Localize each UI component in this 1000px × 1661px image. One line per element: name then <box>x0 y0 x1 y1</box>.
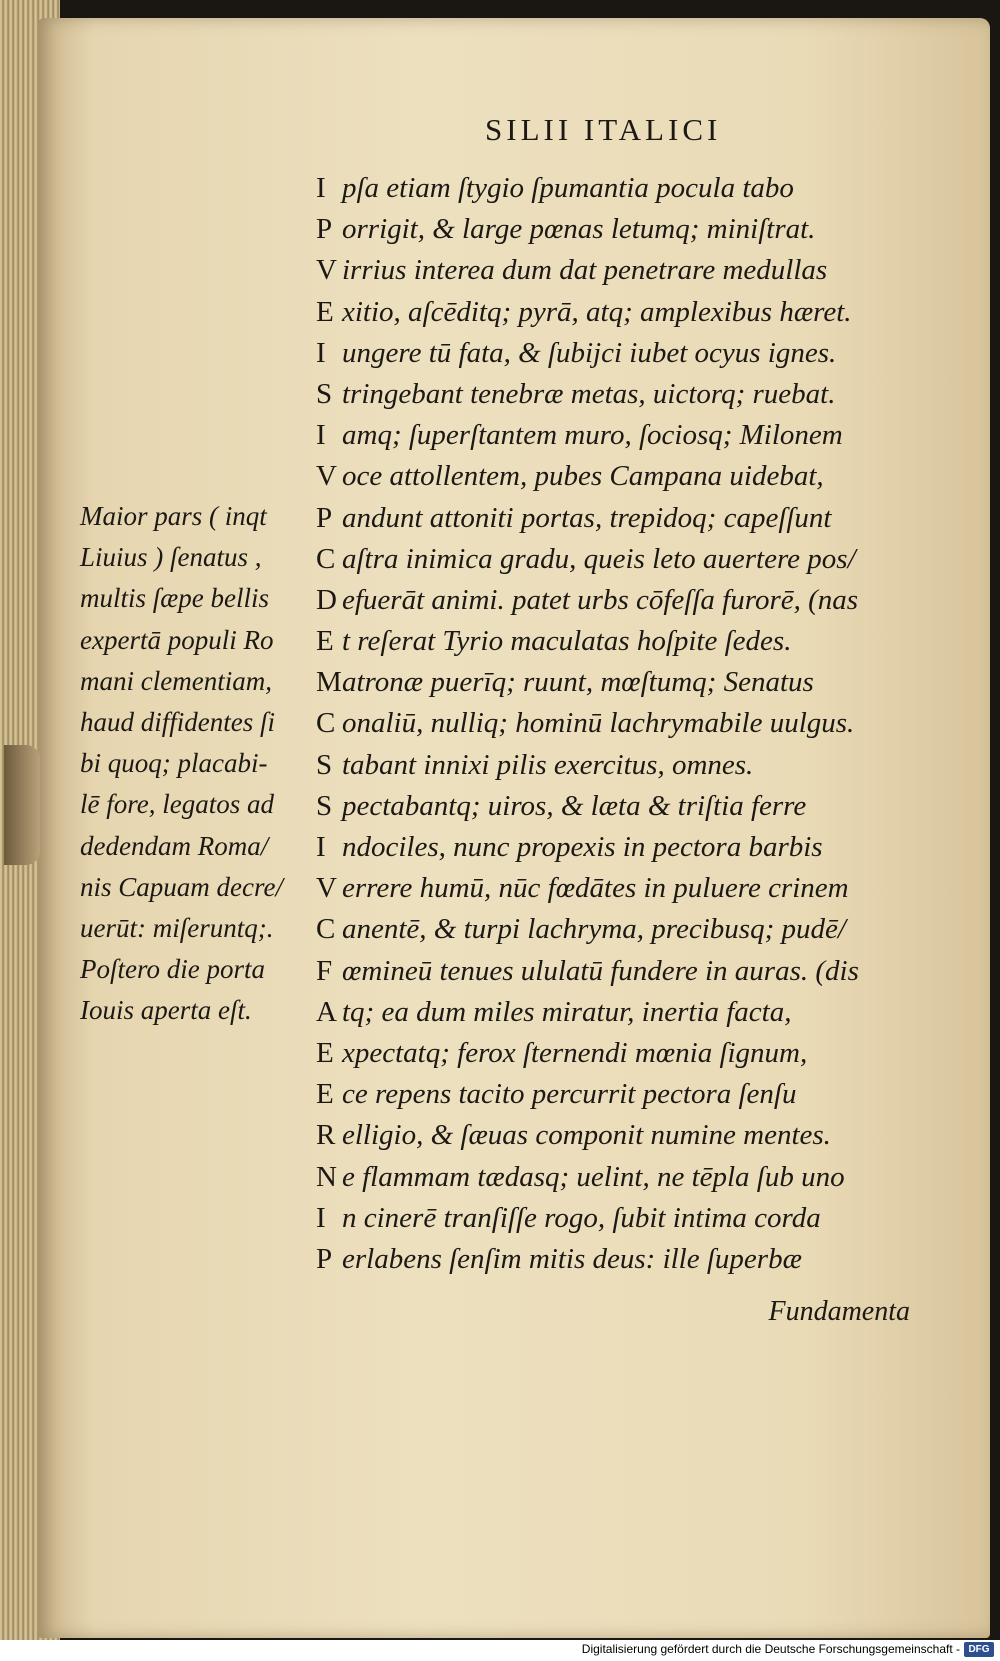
verse-line <box>316 250 966 291</box>
verse-text: ndociles, nunc propexis in pectora barbis <box>342 831 823 863</box>
marginal-note-line: Iouis aperta eſt. <box>80 995 252 1026</box>
verse-initial: V <box>316 872 337 905</box>
verse-text: œmineū tenues ululatū fundere in auras. (dis <box>342 954 859 987</box>
verse-initial: S <box>316 789 333 822</box>
verse-text: t reſerat Tyrio maculatas hoſpite ſedes. <box>342 625 792 658</box>
verse-text: errere humū, nūc fœdātes in puluere crinem <box>342 872 849 905</box>
verse-line <box>316 827 966 868</box>
verse-initial: A <box>316 995 337 1028</box>
verse-line <box>316 1074 966 1115</box>
marginal-note-line: dedendam Roma/ <box>80 830 269 861</box>
verse-initial: I <box>316 419 326 452</box>
verse-list <box>316 168 966 1280</box>
verse-line <box>316 539 966 580</box>
verse-text: n cinerē tranſiſſe rogo, ſubit intima corda <box>342 1201 821 1234</box>
verse-initial: E <box>316 1036 334 1069</box>
verse-text: anentē, & turpi lachryma, precibusq; pudē/ <box>342 913 846 946</box>
verse-initial: F <box>316 954 333 987</box>
verse-text: onaliū, nulliq; hominū lachrymabile uulgus. <box>342 707 855 740</box>
verse-initial: C <box>316 913 336 946</box>
verse-text: amq; ſuperſtantem muro, ſociosq; Milonem <box>342 419 843 452</box>
verse-line <box>316 456 966 497</box>
verse-text: pſa etiam ſtygio ſpumantia pocula tabo <box>342 172 794 204</box>
verse-initial: I <box>316 831 326 863</box>
verse-initial: E <box>316 295 334 328</box>
verse-line <box>316 1239 966 1280</box>
verse-initial: I <box>316 172 326 204</box>
verse-initial: C <box>316 707 336 740</box>
marginal-note-line: nis Capuam decre/ <box>80 871 283 902</box>
verse-line <box>316 374 966 415</box>
marginal-note-line: bi quoq; placabi- <box>80 748 268 779</box>
verse-text: elligio, & ſæuas componit numine mentes. <box>342 1119 831 1152</box>
verse-initial: P <box>316 1242 333 1275</box>
verse-line <box>316 1033 966 1074</box>
verse-initial: I <box>316 336 326 369</box>
verse-initial: M <box>316 666 342 699</box>
verse-initial: I <box>316 1201 326 1234</box>
verse-line <box>316 909 966 950</box>
verse-line <box>316 951 966 992</box>
verse-text: tabant innixi pilis exercitus, omnes. <box>342 748 754 781</box>
verse-line <box>316 745 966 786</box>
verse-line <box>316 498 966 539</box>
verse-text: pectabantq; uiros, & læta & triſtia ferre <box>342 789 807 822</box>
verse-initial: P <box>316 501 333 534</box>
verse-line <box>316 868 966 909</box>
footer-bar <box>0 1640 1000 1661</box>
marginal-note <box>80 496 315 1031</box>
footer-credit: Digitalisierung gefördert durch die Deutsche Forschungsgemeinschaft - <box>581 1642 960 1656</box>
verse-text: xpectatq; ferox ſternendi mœnia ſignum, <box>342 1036 808 1069</box>
verse-line <box>316 786 966 827</box>
marginal-note-line: lē fore, legatos ad <box>80 789 274 820</box>
verse-text: aſtra inimica gradu, queis leto auertere pos/ <box>342 542 856 575</box>
verse-line <box>316 1157 966 1198</box>
marginal-note-line: mani clementiam, <box>80 665 272 696</box>
verse-line <box>316 992 966 1033</box>
verse-initial: P <box>316 213 333 246</box>
verse-text: ce repens tacito percurrit pectora ſenſu <box>342 1078 797 1111</box>
verse-text: e flammam tædasq; uelint, ne tēpla ſub uno <box>342 1160 845 1193</box>
verse-initial: R <box>316 1119 336 1152</box>
verse-line <box>316 292 966 333</box>
book-clip <box>4 745 40 865</box>
verse-text: tringebant tenebræ metas, uictorq; ruebat. <box>342 377 836 410</box>
verse-initial: N <box>316 1160 337 1193</box>
verse-text: xitio, aſcēditq; pyrā, atq; amplexibus hæret. <box>342 295 852 328</box>
verse-initial: E <box>316 625 334 658</box>
verse-initial: S <box>316 377 333 410</box>
verse-text: tq; ea dum miles miratur, inertia facta, <box>342 995 792 1028</box>
catchword: Fundamenta <box>768 1296 910 1327</box>
verse-line <box>316 415 966 456</box>
verse-line <box>316 580 966 621</box>
verse-line <box>316 662 966 703</box>
verse-line <box>316 1115 966 1156</box>
marginal-note-line: haud diffidentes ſi <box>80 706 275 737</box>
verse-line <box>316 333 966 374</box>
verse-text: efuerāt animi. patet urbs cōfeſſa furorē, (nas <box>342 583 859 616</box>
verse-line <box>316 703 966 744</box>
marginal-note-line: Maior pars ( inqt <box>80 501 267 531</box>
verse-initial: E <box>316 1078 334 1111</box>
marginal-note-line: Liuius ) ſenatus , <box>80 542 262 573</box>
marginal-note-line: expertā populi Ro <box>80 624 274 655</box>
verse-text: ungere tū fata, & ſubijci iubet ocyus ignes. <box>342 336 837 369</box>
verse-line <box>316 209 966 250</box>
verse-text: orrigit, & large pœnas letumq; miniſtrat. <box>342 213 816 246</box>
verse-initial: V <box>316 460 337 493</box>
verse-line <box>316 621 966 662</box>
marginal-note-line: Poſtero die porta <box>80 954 265 985</box>
verse-text: oce attollentem, pubes Campana uidebat, <box>342 460 824 493</box>
verse-initial: V <box>316 254 337 287</box>
verse-initial: D <box>316 583 337 616</box>
dfg-logo-icon: DFG <box>964 1642 994 1657</box>
verse-text: atronæ puerīq; ruunt, mœſtumq; Senatus <box>342 666 814 699</box>
verse-line <box>316 1198 966 1239</box>
marginal-note-line: uerūt: miſeruntq;. <box>80 912 274 943</box>
verse-text: irrius interea dum dat penetrare medullas <box>342 254 828 287</box>
marginal-note-line: multis ſæpe bellis <box>80 583 269 614</box>
verse-initial: C <box>316 542 336 575</box>
verse-text: erlabens ſenſim mitis deus: ille ſuperbæ <box>342 1242 802 1275</box>
verse-line <box>316 168 966 209</box>
verse-text: andunt attoniti portas, trepidoq; capeſſunt <box>342 501 832 534</box>
verse-initial: S <box>316 748 333 781</box>
running-header: SILII ITALICI <box>485 112 722 147</box>
